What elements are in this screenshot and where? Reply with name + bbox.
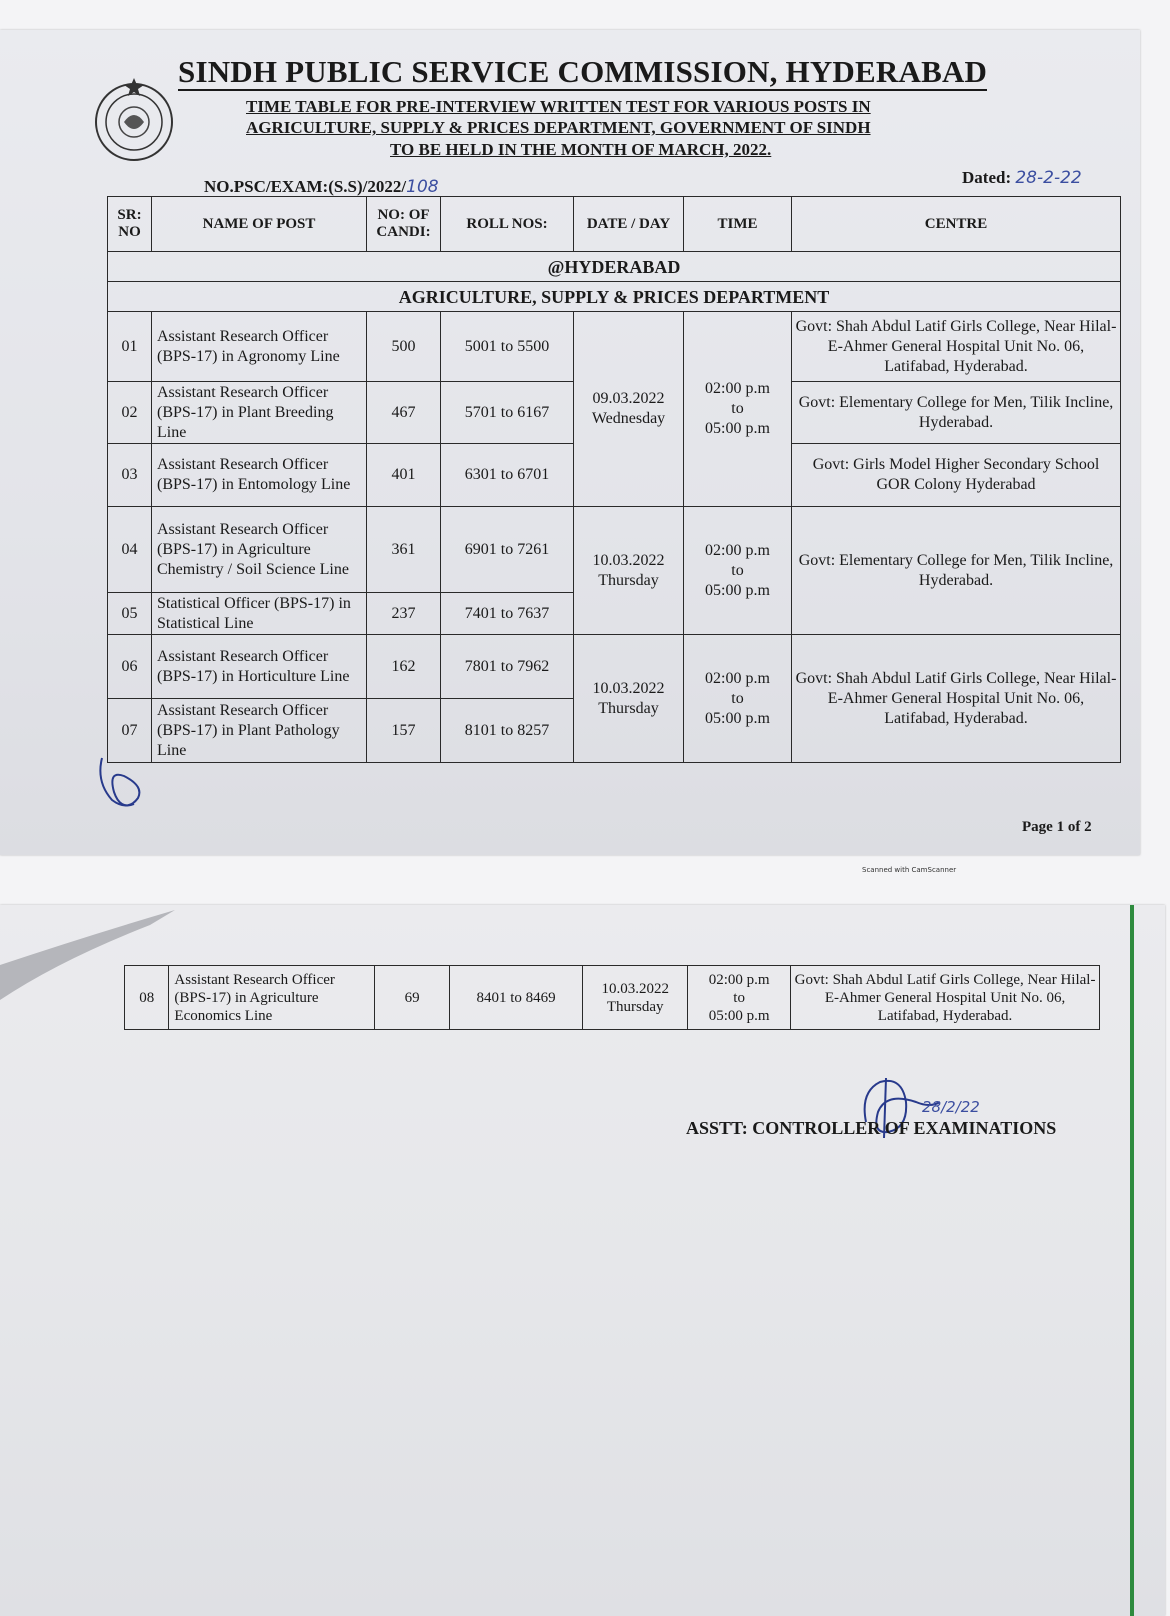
location-band-row: [108, 252, 1121, 282]
sr-cell: 02: [108, 382, 152, 444]
timetable-continued: [124, 965, 1100, 1030]
scanner-watermark: Scanned with CamScanner: [862, 866, 957, 874]
page-number: Page 1 of 2: [1022, 819, 1092, 835]
rolls-cell: 6301 to 6701: [441, 444, 574, 507]
location-band: @HYDERABAD: [108, 252, 1121, 282]
post-cell: Assistant Research Officer (BPS-17) in Horticulture Line: [152, 635, 367, 699]
date-cell: [574, 635, 684, 763]
dated: [962, 168, 1082, 188]
date-value: 10.03.2022: [592, 679, 665, 697]
rolls-cell: 7801 to 7962: [441, 635, 574, 699]
post-cell: Assistant Research Officer (BPS-17) in Agriculture Chemistry / Soil Science Line: [152, 507, 367, 593]
sr-cell: 04: [108, 507, 152, 593]
column-header: TIME: [684, 197, 792, 252]
sr-cell: 01: [108, 312, 152, 382]
candidates-cell: 361: [367, 507, 441, 593]
rolls-cell: 5701 to 6167: [441, 382, 574, 444]
time-cell: [684, 312, 792, 507]
candidates-cell: 69: [375, 966, 450, 1030]
table-row: [108, 507, 1121, 593]
rolls-cell: 6901 to 7261: [441, 507, 574, 593]
time-until: 05:00 p.m: [705, 709, 770, 727]
candidates-cell: 500: [367, 312, 441, 382]
subtitle-line-3: TO BE HELD IN THE MONTH OF MARCH, 2022.: [390, 140, 772, 159]
initials-signature-icon: [94, 752, 150, 814]
sr-cell: 08: [125, 966, 169, 1030]
centre-cell: Govt: Elementary College for Men, Tilik Incline, Hyderabad.: [792, 382, 1121, 444]
table-header-row: [108, 197, 1121, 252]
signature-date: 28/2/22: [922, 1098, 980, 1116]
table-row: [108, 635, 1121, 699]
rolls-cell: 7401 to 7637: [441, 593, 574, 635]
dated-handwritten: 28-2-22: [1015, 168, 1082, 188]
date-value: 10.03.2022: [601, 980, 669, 997]
reference-handwritten: 108: [406, 177, 439, 197]
time-cell: [688, 966, 791, 1030]
time-from: 02:00 p.m: [705, 541, 770, 559]
post-cell: Assistant Research Officer (BPS-17) in Plant Breeding Line: [152, 382, 367, 444]
reference-label: NO.PSC/EXAM:(S.S)/2022/: [204, 177, 407, 196]
column-header: NO: OF CANDI:: [367, 197, 441, 252]
date-cell: [574, 312, 684, 507]
time-from: 02:00 p.m: [705, 669, 770, 687]
candidates-cell: 467: [367, 382, 441, 444]
page-edge-mark: [1130, 905, 1134, 1616]
candidates-cell: 237: [367, 593, 441, 635]
post-cell: Assistant Research Officer (BPS-17) in Agronomy Line: [152, 312, 367, 382]
page-title: SINDH PUBLIC SERVICE COMMISSION, HYDERABAD: [178, 54, 988, 89]
column-header: DATE / DAY: [574, 197, 684, 252]
timetable: [107, 196, 1121, 763]
candidates-cell: 157: [367, 699, 441, 763]
day-value: Wednesday: [591, 410, 666, 427]
post-cell: Assistant Research Officer (BPS-17) in Agriculture Economics Line: [169, 966, 375, 1030]
day-value: Thursday: [598, 699, 659, 717]
time-from: 02:00 p.m: [708, 971, 770, 988]
rolls-cell: 8101 to 8257: [441, 699, 574, 763]
sr-cell: 03: [108, 444, 152, 507]
subtitle-line-2: AGRICULTURE, SUPPLY & PRICES DEPARTMENT, GOVERNMENT OF SINDH: [246, 118, 871, 137]
time-until: 05:00 p.m: [705, 420, 770, 437]
commission-seal-icon: [92, 78, 176, 162]
date-cell: [583, 966, 688, 1030]
post-cell: Assistant Research Officer (BPS-17) in Entomology Line: [152, 444, 367, 507]
time-to: to: [731, 561, 744, 579]
time-to: to: [733, 989, 745, 1006]
time-cell: [684, 507, 792, 635]
time-cell: [684, 635, 792, 763]
date-cell: [574, 507, 684, 635]
rolls-cell: 8401 to 8469: [449, 966, 582, 1030]
date-value: 10.03.2022: [592, 551, 665, 569]
time-until: 05:00 p.m: [708, 1007, 770, 1024]
column-header: SR: NO: [108, 197, 152, 252]
department-band: AGRICULTURE, SUPPLY & PRICES DEPARTMENT: [108, 282, 1121, 312]
subtitle-line-1: TIME TABLE FOR PRE-INTERVIEW WRITTEN TEST FOR VARIOUS POSTS IN: [246, 97, 871, 116]
table-row: [108, 312, 1121, 382]
column-header: NAME OF POST: [152, 197, 367, 252]
sr-cell: 05: [108, 593, 152, 635]
day-value: Thursday: [606, 998, 664, 1015]
reference-number: [204, 177, 439, 197]
centre-cell: Govt: Shah Abdul Latif Girls College, Near Hilal- E-Ahmer General Hospital Unit No. 06, Latifabad, Hyderabad.: [791, 966, 1100, 1030]
column-header: ROLL NOS:: [441, 197, 574, 252]
post-cell: Statistical Officer (BPS-17) in Statistical Line: [152, 593, 367, 635]
candidates-cell: 162: [367, 635, 441, 699]
candidates-cell: 401: [367, 444, 441, 507]
signatory-title: ASSTT: CONTROLLER OF EXAMINATIONS: [686, 1118, 1057, 1138]
centre-cell: Govt: Shah Abdul Latif Girls College, Near Hilal- E-Ahmer General Hospital Unit No. 06, Latifabad, Hyderabad.: [792, 312, 1121, 382]
dated-label: Dated:: [962, 168, 1012, 187]
rolls-cell: 5001 to 5500: [441, 312, 574, 382]
department-band-row: [108, 282, 1121, 312]
date-value: 09.03.2022: [592, 390, 665, 407]
time-to: to: [731, 400, 744, 417]
sr-cell: 06: [108, 635, 152, 699]
time-to: to: [731, 689, 744, 707]
day-value: Thursday: [598, 571, 659, 589]
post-cell: Assistant Research Officer (BPS-17) in Plant Pathology Line: [152, 699, 367, 763]
time-from: 02:00 p.m: [705, 380, 770, 397]
column-header: CENTRE: [792, 197, 1121, 252]
centre-cell: Govt: Shah Abdul Latif Girls College, Near Hilal- E-Ahmer General Hospital Unit No. 06, Latifabad, Hyderabad.: [792, 635, 1121, 763]
centre-cell: Govt: Girls Model Higher Secondary School GOR Colony Hyderabad: [792, 444, 1121, 507]
table-row: [125, 966, 1100, 1030]
time-until: 05:00 p.m: [705, 581, 770, 599]
sr-cell: 07: [108, 699, 152, 763]
centre-cell: Govt: Elementary College for Men, Tilik Incline, Hyderabad.: [792, 507, 1121, 635]
